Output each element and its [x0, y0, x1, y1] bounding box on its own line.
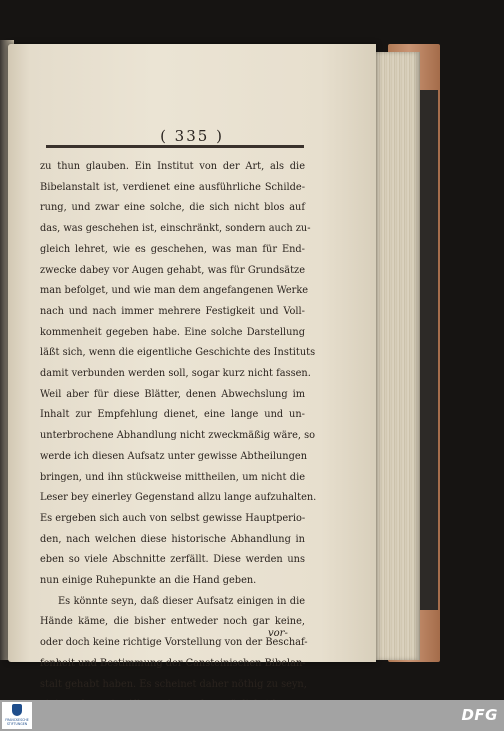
header-rule	[46, 145, 304, 148]
text-line: zwecke dabey vor Augen gehabt, was für Grundsätze	[40, 264, 305, 276]
text-line: damit verbunden werden soll, sogar kurz nicht fassen.	[40, 368, 311, 380]
dfg-logo[interactable]: DFG	[461, 706, 498, 724]
text-line: werde ich diesen Aufsatz unter gewisse Abtheilungen	[40, 450, 307, 462]
page-stack-edges	[370, 52, 420, 660]
page-body-text	[40, 157, 317, 716]
text-line: fenheit und Bestimmung der Cansteinischen Bibelan-	[40, 657, 306, 669]
text-line: bringen, und ihn stückweise mittheilen, um nicht die	[40, 471, 305, 483]
text-line: den, nach welchen diese historische Abhandlung in	[40, 533, 305, 545]
page-number: ( 335 )	[160, 127, 224, 145]
text-line: Es könnte seyn, daß dieser Aufsatz einigen in die	[58, 595, 305, 607]
page-header	[8, 126, 376, 145]
text-line: nun einige Ruhepunkte an die Hand geben.	[40, 575, 257, 587]
text-line: eben so viele Abschnitte zerfällt. Diese werden uns	[40, 554, 305, 566]
text-line: Es ergeben sich auch von selbst gewisse Hauptperio-	[40, 512, 306, 524]
text-line: Weil aber für diese Blätter, denen Abwechslung im	[40, 388, 305, 400]
franckesche-stiftungen-logo[interactable]	[2, 702, 32, 729]
catchword: vor-	[268, 628, 288, 639]
text-line: kommenheit gegeben habe. Eine solche Darstellung	[40, 326, 305, 338]
text-line: oder doch keine richtige Vorstellung von der Beschaf-	[40, 637, 308, 649]
shield-icon	[12, 704, 22, 716]
text-line: Hände käme, die bisher entweder noch gar keine,	[40, 616, 305, 628]
text-line: Leser bey einerley Gegenstand allzu lange aufzuhalten.	[40, 492, 317, 504]
logo-text: FRANCKESCHE STIFTUNGEN	[5, 718, 29, 726]
viewer-footer-bar	[0, 700, 504, 731]
text-line: gleich lehret, wie es geschehen, was man für End-	[40, 243, 305, 255]
text-line: rung, und zwar eine solche, die sich nicht blos auf	[40, 202, 305, 214]
text-line: man befolget, und wie man dem angefangenen Werke	[40, 285, 309, 297]
text-line: läßt sich, wenn die eigentliche Geschichte des Instituts	[40, 347, 316, 359]
text-line: das, was geschehen ist, einschränkt, sondern auch zu-	[40, 223, 311, 235]
text-line: nach und nach immer mehrere Festigkeit und Voll-	[40, 305, 305, 317]
text-line: unterbrochene Abhandlung nicht zweckmäßig wäre, so	[40, 430, 316, 442]
text-line: zu thun glauben. Ein Institut von der Art, als die	[40, 161, 305, 172]
book-page	[8, 44, 376, 690]
text-line: Bibelanstalt ist, verdienet eine ausführliche Schilde-	[40, 181, 305, 193]
text-line: stalt gehabt haben. Es scheinet daher nöthig zu seyn,	[40, 678, 307, 690]
text-line: Inhalt zur Empfehlung dienet, eine lange und un-	[40, 409, 305, 421]
book-spine-shadow	[420, 90, 438, 610]
